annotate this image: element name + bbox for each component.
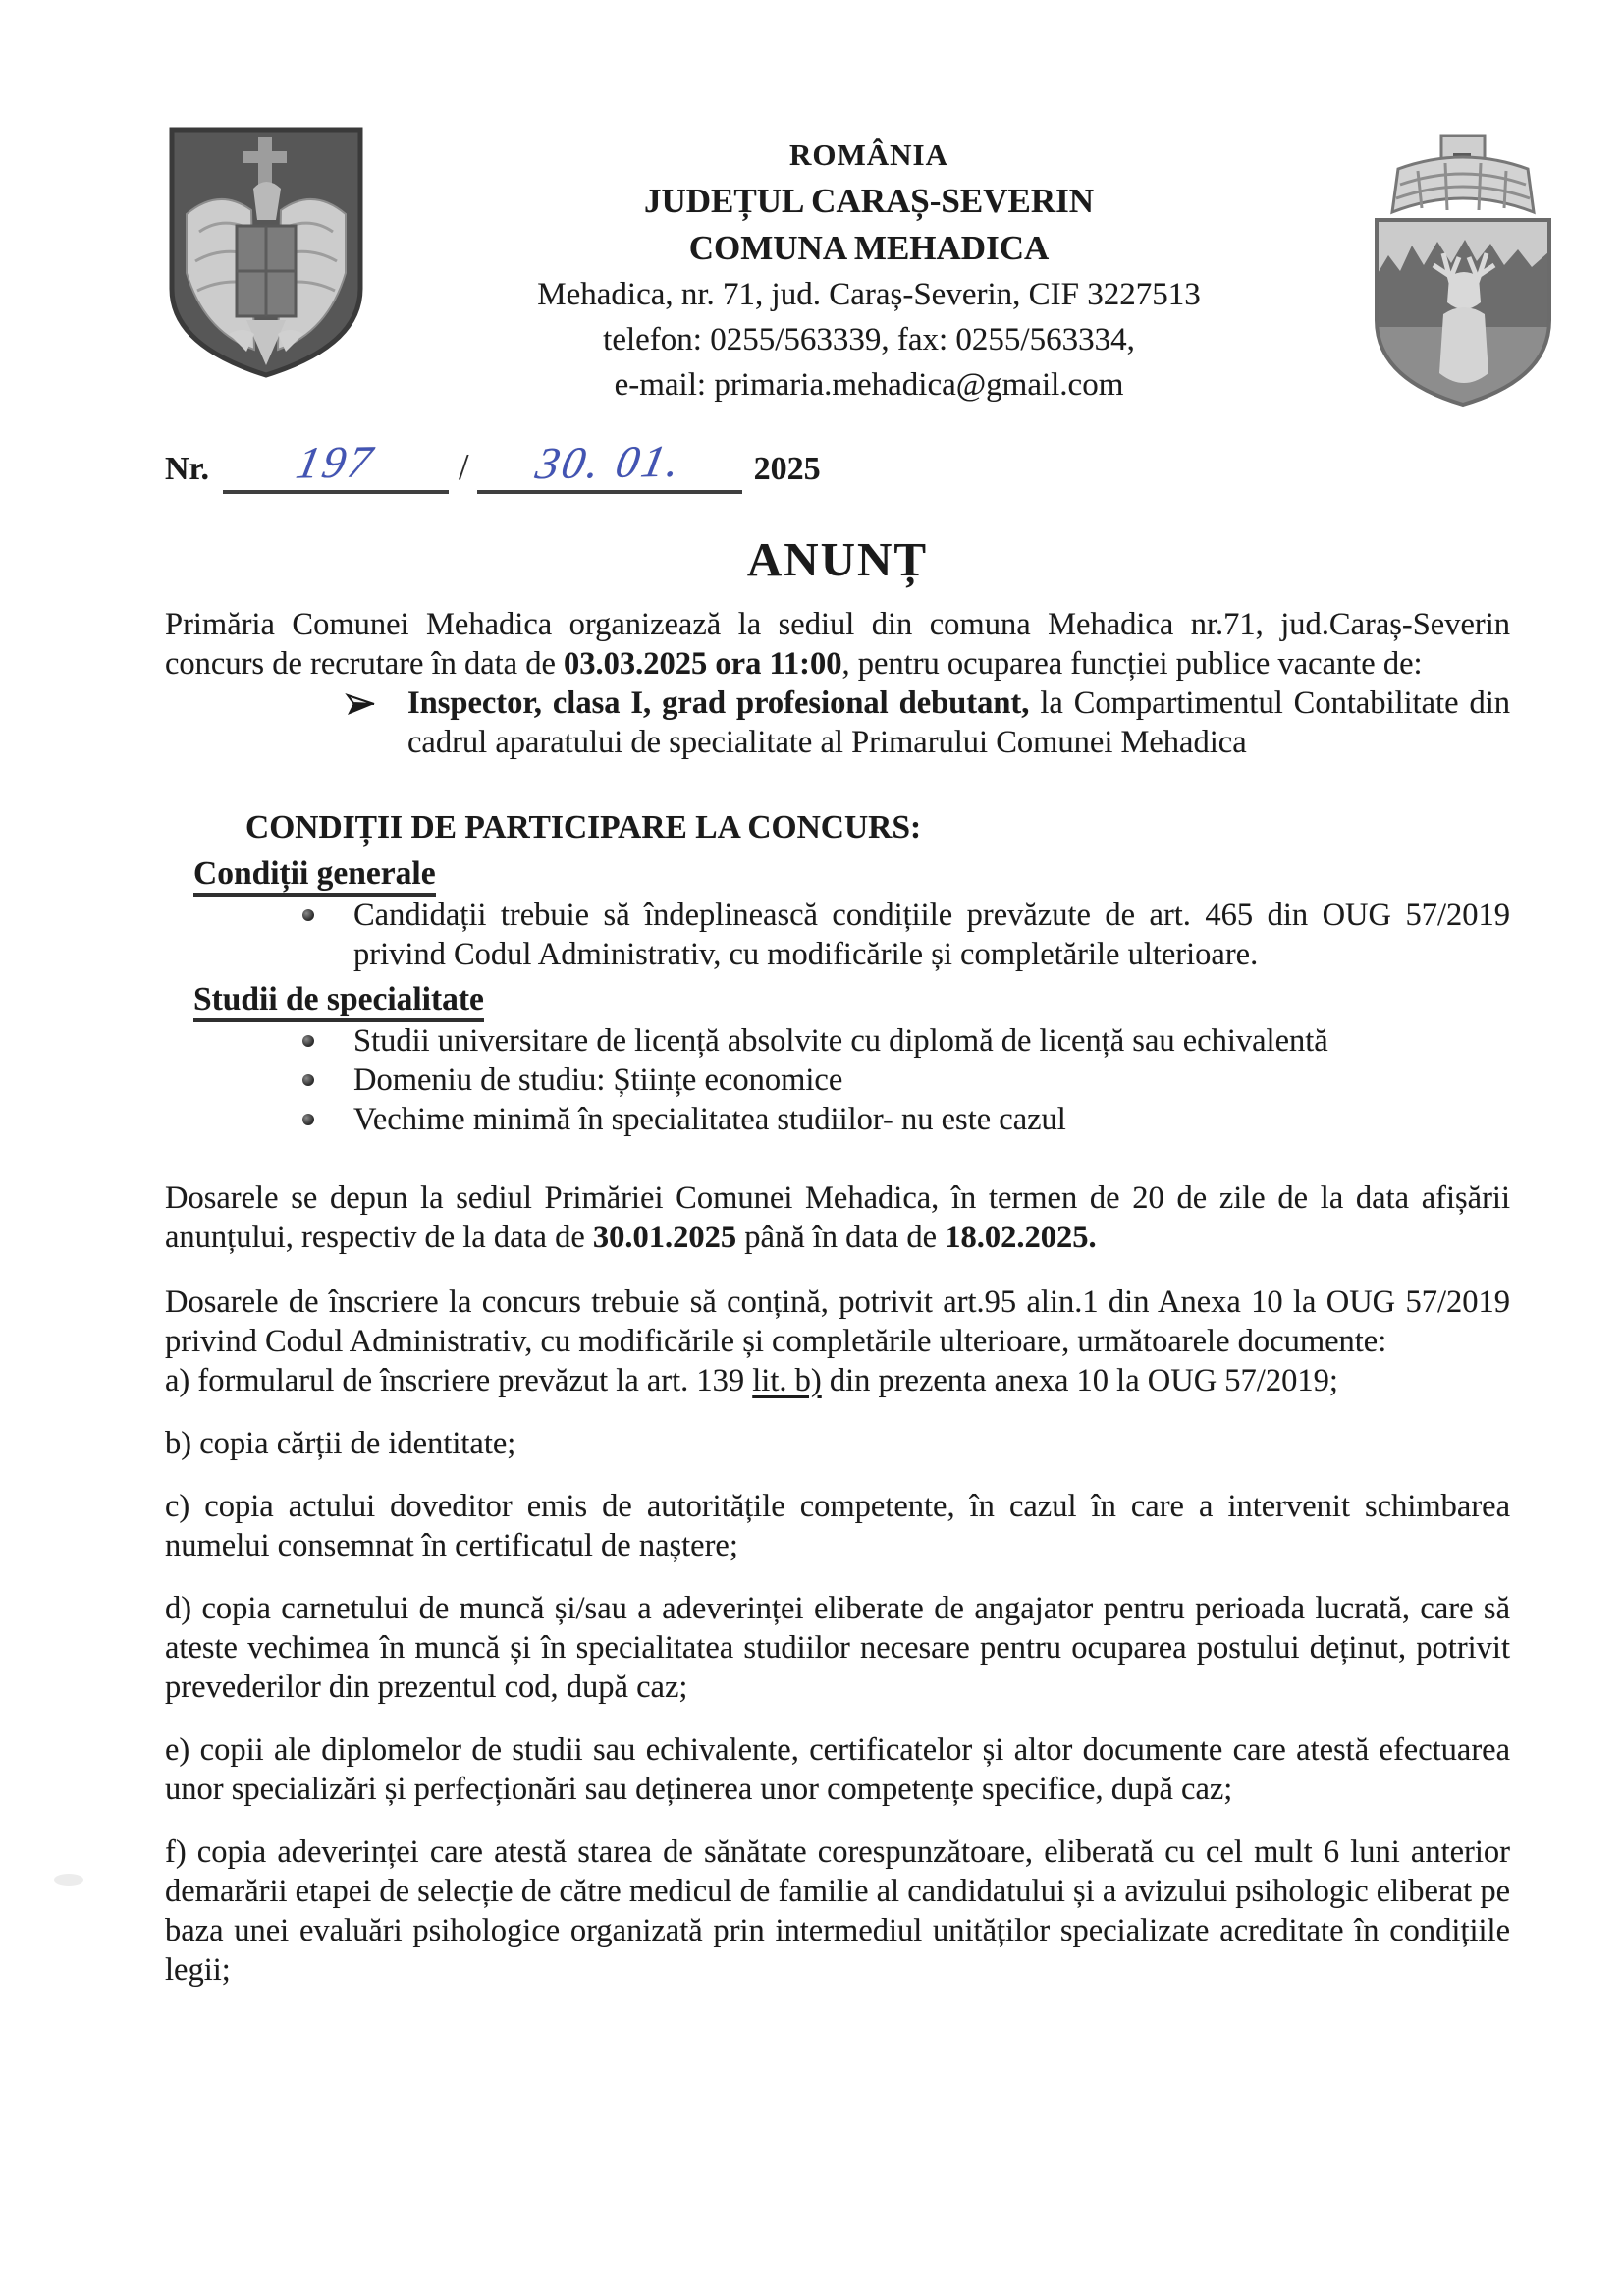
registration-date-slot bbox=[477, 435, 742, 494]
studies-subheading-text: Studii de specialitate bbox=[193, 981, 484, 1022]
dossier-item-a bbox=[165, 1361, 1510, 1400]
dossier-item-f: f) copia adeverinței care atestă starea de sănătate corespunzătoare, eliberată cu cel mult 6 luni anterior demarării etapei de selecție de către medicul de familie al candidatului și a avizului psihologic eliberat pe baza unei evaluări psihologice organizată prin intermediul unităților specializate acreditate în condițiile legii; bbox=[165, 1834, 1510, 1988]
romania-coat-of-arms bbox=[160, 124, 372, 381]
studies-subheading bbox=[165, 978, 1510, 1021]
header-phone-fax: telefon: 0255/563339, fax: 0255/563334, bbox=[603, 322, 1135, 357]
dot-bullet-icon bbox=[302, 1114, 314, 1125]
bullet-text: Studii universitare de licență absolvite cu diplomă de licență sau echivalentă bbox=[353, 1023, 1328, 1059]
header-email: e-mail: primaria.mehadica@gmail.com bbox=[614, 367, 1124, 403]
conditions-heading: CONDIȚII DE PARTICIPARE LA CONCURS: bbox=[245, 809, 922, 846]
registration-line bbox=[165, 435, 1510, 493]
studies-item bbox=[165, 1100, 1510, 1139]
intro-date-bold: 03.03.2025 ora 11:00 bbox=[564, 646, 842, 682]
letterhead bbox=[373, 132, 1365, 408]
intro-text-1: Primăria Comunei Mehadica organizează la sediul din comuna Mehadica nr.71, jud.Caraș-Severin concurs de recrutare în data de bbox=[165, 607, 1510, 682]
scan-artifact bbox=[54, 1874, 83, 1886]
vacancy-title-bold: Inspector, clasa I, grad profesional debutant, bbox=[407, 685, 1030, 721]
studies-item bbox=[165, 1061, 1510, 1100]
dot-bullet-icon bbox=[302, 909, 314, 921]
header-country: ROMÂNIA bbox=[789, 137, 948, 172]
page-title: ANUNȚ bbox=[746, 532, 929, 586]
dot-bullet-icon bbox=[302, 1074, 314, 1086]
dossier-intro-paragraph: Dosarele de înscriere la concurs trebuie să conțină, potrivit art.95 alin.1 din Anexa 10 la OUG 57/2019 privind Codul Administrativ, cu modificările și completările ulterioare, următoarele documente: bbox=[165, 1285, 1510, 1359]
bullet-text: Domeniu de studiu: Științe economice bbox=[353, 1063, 843, 1098]
registration-number-handwritten: 197 bbox=[292, 436, 380, 488]
dossier-item-d: d) copia carnetului de muncă și/sau a adeverinței eliberate de angajator pentru perioada lucrată, care să ateste vechimea în muncă și în specialitatea studiilor necesare pentru ocuparea postului deținut, potrivit prevederilor din prezentul cod, după caz; bbox=[165, 1591, 1510, 1705]
intro-text-2: , pentru ocuparea funcției publice vacante de: bbox=[841, 646, 1423, 682]
vacancy-item bbox=[165, 683, 1510, 762]
dossier-item-e: e) copii ale diplomelor de studii sau echivalente, certificatelor și altor documente care atestă efectuarea unor specializări și perfecționări sau deținerea unor competențe specifice, după caz; bbox=[165, 1732, 1510, 1807]
general-conditions-subheading-text: Condiții generale bbox=[193, 855, 436, 897]
mehadica-coat-of-arms bbox=[1367, 126, 1559, 410]
general-condition-item bbox=[165, 896, 1510, 974]
mehadica-coat-of-arms-icon bbox=[1367, 126, 1559, 415]
header-commune: COMUNA MEHADICA bbox=[688, 229, 1050, 267]
deadline-text-1: Dosarele se depun la sediul Primăriei Comunei Mehadica, în termen de 20 de zile de la data afișării anunțului, respectiv de la data de bbox=[165, 1180, 1510, 1255]
registration-year: 2025 bbox=[753, 451, 821, 487]
romania-coat-of-arms-icon bbox=[160, 124, 372, 386]
dossier-item-c: c) copia actului doveditor emis de autoritățile competente, în cazul în care a intervenit schimbarea numelui consemnat în certificatul de naștere; bbox=[165, 1489, 1510, 1563]
registration-label: Nr. bbox=[165, 451, 210, 487]
dot-bullet-icon bbox=[302, 1035, 314, 1047]
registration-separator: / bbox=[459, 447, 469, 488]
lit-b-underlined: lit. b) bbox=[752, 1363, 822, 1398]
general-conditions-subheading bbox=[165, 852, 1510, 896]
item-a-text-1: a) formularul de înscriere prevăzut la art. 139 bbox=[165, 1363, 753, 1398]
registration-number-slot bbox=[223, 438, 449, 494]
arrow-bullet-icon bbox=[344, 689, 377, 729]
header-county: JUDEȚUL CARAȘ-SEVERIN bbox=[643, 182, 1094, 220]
intro-paragraph bbox=[165, 605, 1510, 683]
header-address: Mehadica, nr. 71, jud. Caraș-Severin, CIF 3227513 bbox=[537, 277, 1201, 312]
bullet-text: Candidații trebuie să îndeplinească condițiile prevăzute de art. 465 din OUG 57/2019 privind Codul Administrativ, cu modificările și completările ulterioare. bbox=[353, 898, 1510, 972]
deadline-start-date: 30.01.2025 bbox=[592, 1220, 737, 1255]
deadline-text-2: până în data de bbox=[736, 1220, 946, 1255]
dossier-item-b: b) copia cărții de identitate; bbox=[165, 1426, 516, 1461]
studies-item bbox=[165, 1021, 1510, 1061]
vacancy-text: la Compartimentul Contabilitate din cadrul aparatului de specialitate al Primarului Comunei Mehadica bbox=[407, 685, 1510, 760]
item-a-text-2: din prezenta anexa 10 la OUG 57/2019; bbox=[821, 1363, 1338, 1398]
deadline-end-date: 18.02.2025. bbox=[945, 1220, 1097, 1255]
deadline-paragraph bbox=[165, 1178, 1510, 1257]
bullet-text: Vechime minimă în specialitatea studiilor- nu este cazul bbox=[353, 1102, 1066, 1137]
registration-date-handwritten: 30. 01. bbox=[531, 435, 687, 489]
